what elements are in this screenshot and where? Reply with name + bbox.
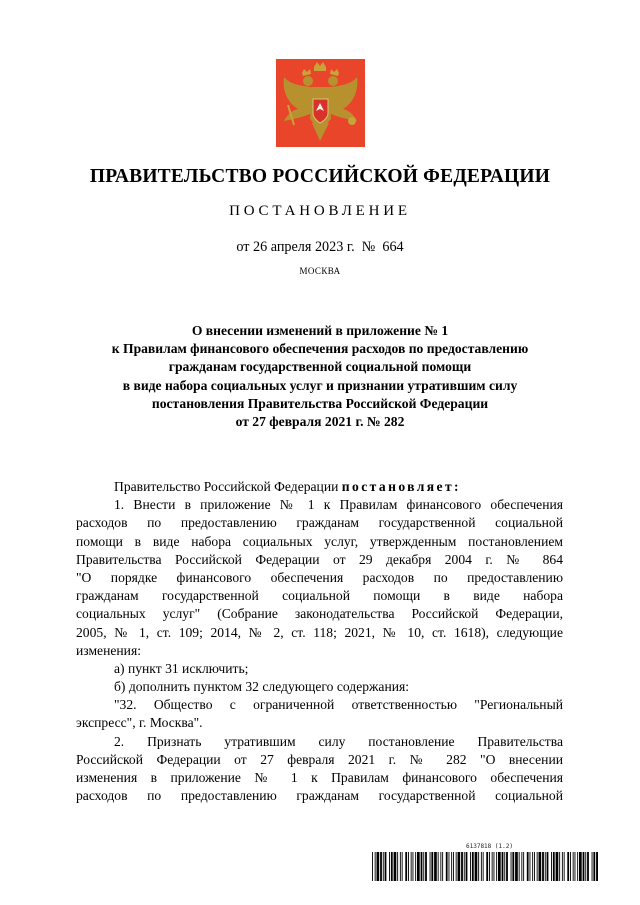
body-line: б) дополнить пунктом 32 следующего содержания: (114, 679, 410, 695)
body-line: помощи в виде набора социальных услуг, утвержденным постановлением (76, 533, 563, 549)
body-line: "32. Общество с ограниченной ответственностью "Региональный (114, 697, 563, 713)
subject-line: к Правилам финансового обеспечения расходов по предоставлению (111, 341, 529, 357)
document-type: ПОСТАНОВЛЕНИЕ (229, 203, 411, 219)
document-subject (60, 322, 580, 431)
body-line: а) пункт 31 исключить; (114, 660, 249, 676)
body-line: Правительства Российской Федерации от 29 декабря 2004 г. № 864 (76, 551, 563, 567)
document-barcode (372, 843, 598, 881)
body-line: изменения в приложение № 1 к Правилам финансового обеспечения (76, 770, 563, 785)
body-line: расходов по предоставлению гражданам государственной социальной (76, 788, 563, 804)
body-line: Российской Федерации от 27 февраля 2021 г. № 282 "О внесении (76, 751, 563, 767)
intro-decree-word: постановляет: (341, 479, 461, 494)
document-body (76, 478, 563, 805)
body-line: "О порядке финансового обеспечения расходов по предоставлению (76, 569, 563, 585)
intro-prefix: Правительство Российской Федерации (114, 479, 342, 494)
body-line: экспресс", г. Москва". (76, 715, 203, 731)
russian-coat-of-arms-icon (276, 59, 365, 147)
body-line: социальных услуг" (Собрание законодательства Российской Федерации, (76, 606, 563, 622)
barcode-icon (372, 852, 598, 881)
body-line: 2005, № 1, ст. 109; 2014, № 2, ст. 118; 2021, № 10, ст. 1618), следующие (76, 624, 563, 640)
body-line: 2. Признать утратившим силу постановление Правительства (114, 733, 563, 749)
subject-line: гражданам государственной социальной помощи (168, 359, 472, 375)
document-date-number: от 26 апреля 2023 г. № 664 (236, 239, 404, 255)
body-line: гражданам государственной социальной помощи в виде набора (76, 588, 563, 604)
government-title: ПРАВИТЕЛЬСТВО РОССИЙСКОЙ ФЕДЕРАЦИИ (89, 166, 551, 187)
body-line: 1. Внести в приложение № 1 к Правилам финансового обеспечения (114, 497, 563, 513)
subject-line: постановления Правительства Российской Федерации (151, 395, 489, 411)
subject-line: от 27 февраля 2021 г. № 282 (235, 414, 405, 430)
body-line: расходов по предоставлению гражданам государственной социальной (76, 515, 563, 531)
body-line: изменения: (76, 642, 141, 658)
subject-line: в виде набора социальных услуг и признании утратившим силу (122, 377, 518, 393)
subject-line: О внесении изменений в приложение № 1 (191, 323, 449, 338)
barcode-caption: 6137818 (1.2) (466, 843, 513, 850)
intro-line (76, 478, 563, 496)
document-city: МОСКВА (299, 266, 341, 276)
